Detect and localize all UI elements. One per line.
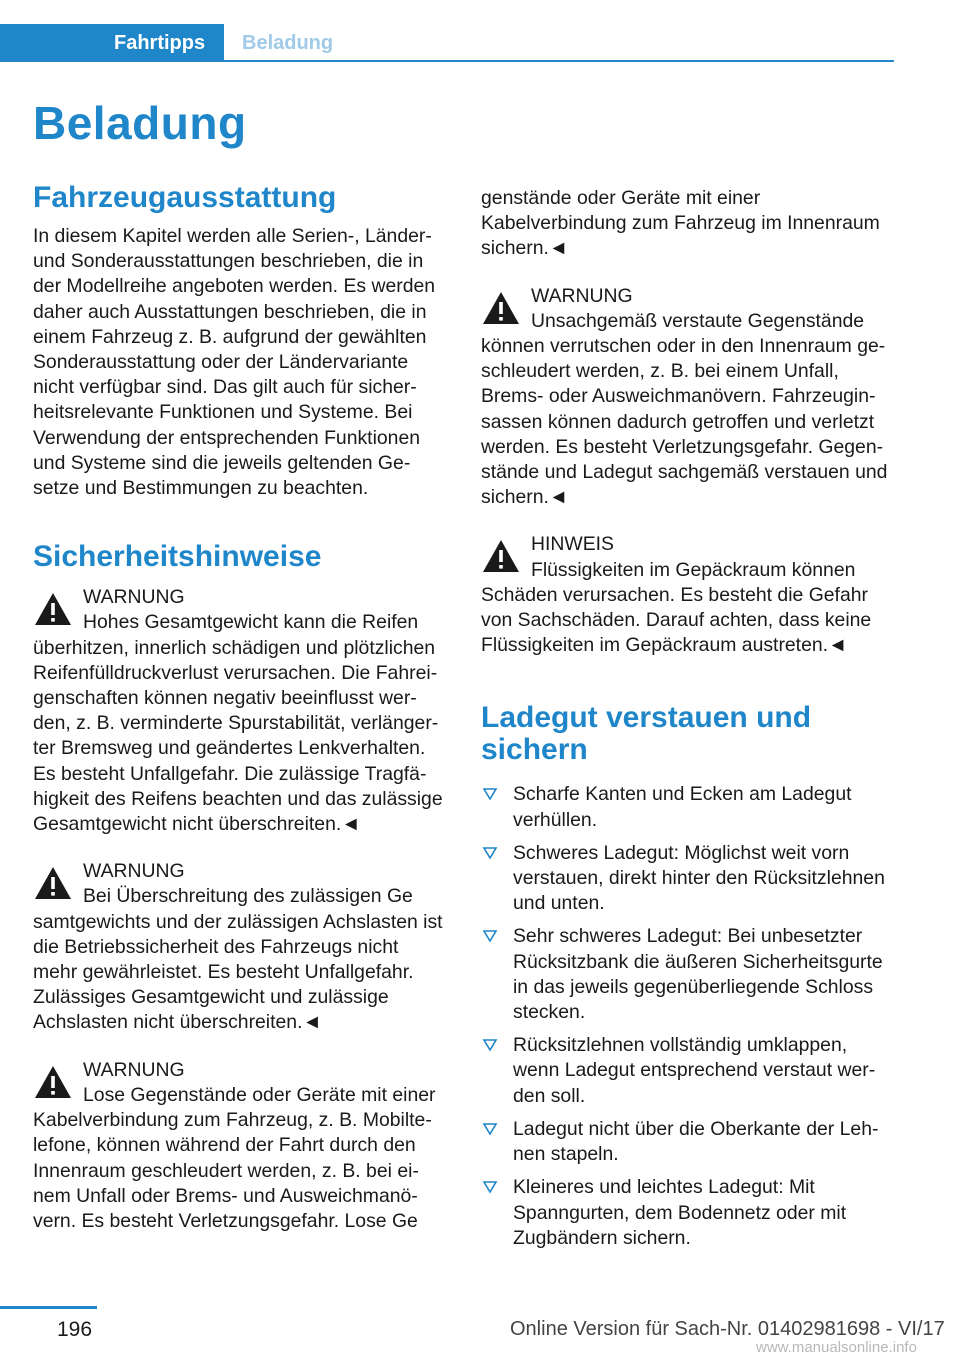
warning-notice-3: [33, 1058, 447, 1234]
tab-beladung[interactable]: Beladung: [242, 32, 334, 54]
list-item-text: Scharfe Kanten und Ecken am Ladegut verhüllen.: [513, 783, 852, 831]
list-item-text: Schweres Ladegut: Möglichst weit vorn verstauen, direkt hinter den Rücksitzlehnen und unten.: [513, 841, 885, 915]
notice-label: WARNUNG: [83, 586, 185, 609]
notice-label: WARNUNG: [83, 860, 185, 883]
page-number: 196: [57, 1318, 93, 1341]
list-item-text: Ladegut nicht über die Oberkante der Lehnen stapeln.: [513, 1117, 879, 1166]
warning-notice-4: [481, 284, 895, 511]
notice-first-line: Lose Gegenstände oder Geräte mit einer: [83, 1083, 436, 1106]
bullet-triangle-icon: [481, 1175, 513, 1199]
list-item: [481, 924, 895, 1025]
online-version: Online Version für Sach-Nr. 01402981698 - VI/17: [510, 1318, 945, 1340]
fahrzeugausstattung-text: In diesem Kapitel werden alle Serien-, Länder- und Sonderausstattungen beschrieben, die in der Modellreihe angeboten werden. Es werden daher auch Ausstattungen beschrieben, die in einem Fahrzeug z. B. aufgrund der gewählten Sonderausstattung oder der Ländervariante nicht verfügbar sind. Das gilt auch für sicherheitsrelevante Funktionen und Systeme. Bei Verwendung der entsprechenden Funktionen und Systeme sind die jeweils geltenden Gesetze und Bestimmungen zu beachten.: [33, 225, 436, 500]
watermark: www.manualsonline.info: [756, 1339, 917, 1356]
list-item-text: Rücksitzlehnen vollständig umklappen, wenn Ladegut entsprechend verstaut werden soll.: [513, 1034, 876, 1107]
warning-triangle-icon: [33, 1062, 73, 1102]
header-divider: [224, 60, 894, 62]
footer-divider: [0, 1306, 97, 1309]
warning-triangle-icon: [33, 589, 73, 629]
left-column: [33, 182, 447, 1256]
notice-body: überhitzen, innerlich schädigen und plötzlichen Reifenfülldruckverlust verursachen. Die Fahreigenschaften können negativ beeinflusst werden, z. B. verminderte Spurstabilität, verlängerter Bremsweg und geändertes Lenkverhalten. Es besteht Unfallgefahr. Die zulässige Tragfähigkeit des Reifens beachten und das zulässige Gesamtgewicht nicht überschreiten.◄: [33, 636, 443, 836]
notice-continuation: genstände oder Geräte mit einer Kabelverbindung zum Fahrzeug im Innenraum sichern.◄: [481, 187, 880, 260]
warning-notice-2: [33, 859, 447, 1035]
list-item: [481, 1117, 895, 1167]
list-item-text: Kleineres und leichtes Ladegut: Mit Spanngurten, dem Bodennetz oder mit Zugbändern sichern.: [513, 1176, 847, 1249]
warning-notice-1: [33, 585, 447, 837]
notice-label: WARNUNG: [83, 1058, 185, 1081]
bullet-triangle-icon: [481, 782, 513, 806]
warning-triangle-icon: [481, 536, 521, 576]
notice-body: können verrutschen oder in den Innenraum geschleudert werden, z. B. bei einem Unfall, Brems- oder Ausweichmanövern. Fahrzeuginsassen können dadurch getroffen und verletzt werden. Es besteht Verletzungsgefahr. Gegenstände und Ladegut sachgemäß verstauen und sichern.◄: [481, 335, 888, 509]
notice-first-line: Hohes Gesamtgewicht kann die Reifen: [83, 611, 419, 634]
ladegut-list: [481, 782, 895, 1250]
page-title: Beladung: [33, 97, 247, 149]
bullet-triangle-icon: [481, 924, 513, 948]
list-item: [481, 782, 895, 832]
list-item: [481, 841, 895, 917]
heading-fahrzeugausstattung: Fahrzeugausstattung: [33, 181, 337, 214]
notice-label: WARNUNG: [531, 284, 633, 307]
bullet-triangle-icon: [481, 1033, 513, 1057]
list-item: [481, 1033, 895, 1109]
notice-first-line: Unsachgemäß verstaute Gegenstände: [531, 309, 865, 332]
notice-label: HINWEIS: [531, 533, 614, 556]
heading-ladegut: Ladegut verstauen und sichern: [481, 701, 812, 767]
heading-sicherheitshinweise: Sicherheitshinweise: [33, 540, 322, 574]
warning-triangle-icon: [481, 288, 521, 328]
notice-body: samtgewichts und der zulässigen Achslasten ist die Betriebssicherheit des Fahrzeugs nicht mehr gewährleistet. Es besteht Unfallgefahr. Zulässiges Gesamtgewicht und zulässige Achslasten nicht überschreiten.◄: [33, 910, 443, 1034]
hint-notice: [481, 532, 895, 658]
bullet-triangle-icon: [481, 841, 513, 865]
bullet-triangle-icon: [481, 1117, 513, 1141]
notice-body: Schäden verursachen. Es besteht die Gefahr von Sachschäden. Darauf achten, dass keine Flüssigkeiten im Gepäckraum austreten.◄: [481, 583, 872, 657]
tab-fahrtipps[interactable]: Fahrtipps: [0, 24, 224, 62]
notice-body: Kabelverbindung zum Fahrzeug, z. B. Mobiltelefone, können während der Fahrt durch den Innenraum geschleudert werden, z. B. bei einem Unfall oder Brems- und Ausweichmanövern. Es besteht Verletzungsgefahr. Lose Ge: [33, 1109, 432, 1232]
notice-first-line: Flüssigkeiten im Gepäckraum können: [531, 558, 856, 581]
warning-triangle-icon: [33, 863, 73, 903]
list-item-text: Sehr schweres Ladegut: Bei unbesetzter Rücksitzbank die äußeren Sicherheitsgurte in das jeweils gegenüberliegende Schloss stecken.: [513, 925, 883, 1024]
notice-first-line: Bei Überschreitung des zulässigen Ge: [83, 885, 413, 908]
right-column: [481, 186, 895, 1259]
header-bar: [0, 0, 960, 62]
list-item: [481, 1175, 895, 1251]
